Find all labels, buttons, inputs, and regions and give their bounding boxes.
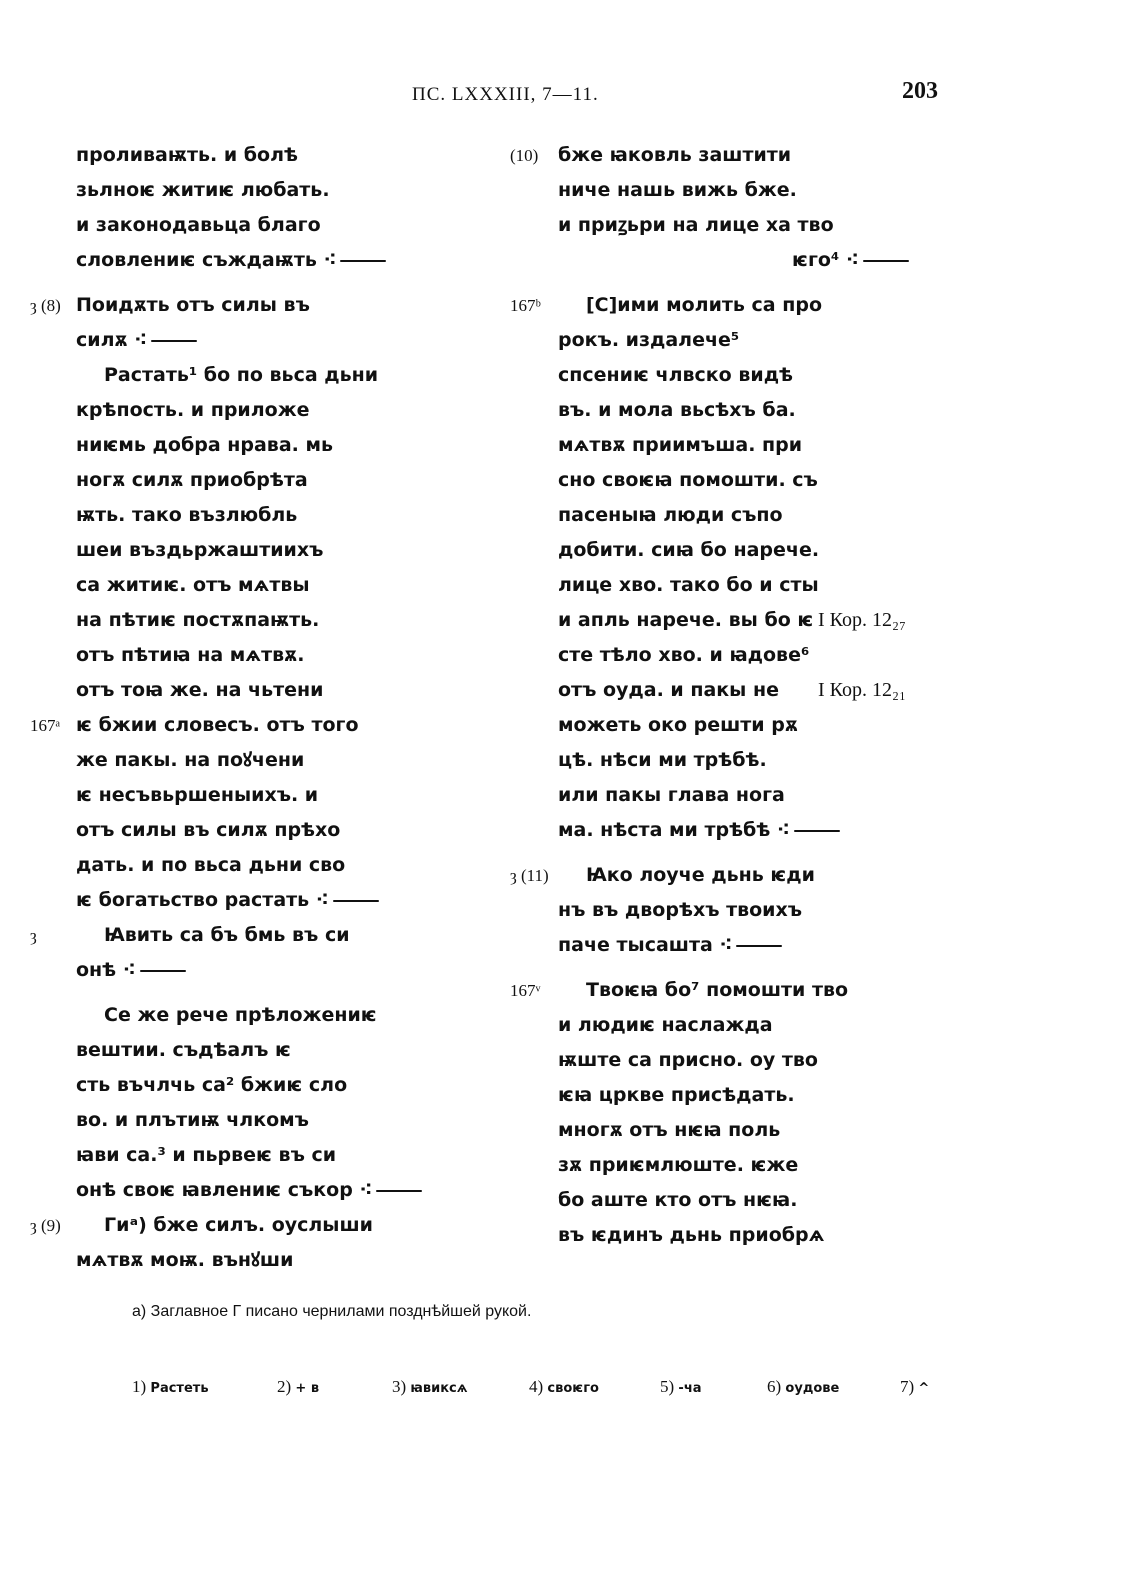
line-text: ѭште са присно. оу тво	[558, 1049, 818, 1071]
footnote-variant: ^	[918, 1381, 930, 1396]
text-line	[500, 708, 960, 743]
page-number: 203	[902, 78, 938, 104]
verse-end-dash	[376, 1190, 422, 1192]
line-text: сте тѣло хво. и ꙗдове⁶	[558, 644, 810, 666]
text-line	[500, 1113, 960, 1148]
text-line	[500, 1148, 960, 1183]
margin-marker: ȝ (8)	[30, 296, 61, 315]
text-line	[0, 428, 470, 463]
line-text: вештии. съдѣалъ ѥ	[76, 1039, 292, 1061]
text-line	[0, 138, 470, 173]
text-line	[0, 1208, 470, 1243]
text-line	[500, 928, 960, 963]
line-text: на пѣтиѥ постѫпаѭть.	[76, 609, 320, 631]
footnote-number: 3)	[392, 1377, 411, 1396]
line-text: ниче нашь вижь бже.	[558, 179, 797, 201]
footnote-item	[660, 1377, 702, 1397]
line-text: пасеныꙗ люди съпо	[558, 504, 783, 526]
text-line	[500, 638, 960, 673]
text-line	[0, 463, 470, 498]
footnote-variant: ꙗвиксѧ	[410, 1381, 468, 1396]
line-text: и апль нарече. вы бо ѥ	[558, 609, 814, 631]
line-text: ѭть. тако възлюбль	[76, 504, 298, 526]
text-line	[500, 138, 960, 173]
text-line	[0, 603, 470, 638]
line-text: добити. сиꙗ бо нарече.	[558, 539, 820, 561]
text-line	[0, 323, 470, 358]
footnote-item	[900, 1377, 929, 1397]
line-text: паче тысашта ⁖	[558, 928, 782, 963]
footnote-item	[767, 1377, 839, 1397]
margin-marker: (10)	[510, 146, 539, 165]
text-line	[500, 498, 960, 533]
line-text: Ꙗко лоуче дьнь ѥди	[586, 864, 815, 886]
footnote-number: 2)	[277, 1377, 296, 1396]
verse-end-dash	[863, 260, 909, 262]
line-text: нъ въ дворѣхъ твоихъ	[558, 899, 803, 921]
line-text: мѧтвѫ приимъша. при	[558, 434, 803, 456]
line-text: можеть око решти рѫ	[558, 714, 798, 736]
text-line	[500, 1043, 960, 1078]
text-line	[500, 533, 960, 568]
text-line	[0, 848, 470, 883]
line-text: Твоѥꙗ бо⁷ помошти тво	[586, 979, 849, 1001]
footnote-item	[277, 1377, 319, 1397]
stanza-gap	[500, 278, 960, 288]
text-line	[0, 1068, 470, 1103]
text-line	[0, 568, 470, 603]
verse-end-dash	[340, 260, 386, 262]
line-text: лице хво. тако бо и сты	[558, 574, 819, 596]
text-line	[500, 1218, 960, 1253]
line-text: спсениѥ члвско видѣ	[558, 364, 794, 386]
text-line	[0, 498, 470, 533]
margin-marker: ȝ	[30, 926, 37, 945]
text-line	[500, 173, 960, 208]
line-text: и людиѥ наслажда	[558, 1014, 773, 1036]
footnote-number: 7)	[900, 1377, 919, 1396]
footnote-number: 4)	[529, 1377, 548, 1396]
text-line	[500, 858, 960, 893]
line-text: сно своѥꙗ помошти. съ	[558, 469, 818, 491]
text-line	[0, 883, 470, 918]
line-text: бже ꙗковль заштити	[558, 144, 792, 166]
line-text: и приꙁьри на лице ха тво	[558, 214, 834, 236]
footnote-variant: своѥго	[547, 1381, 599, 1396]
line-text: бо аште кто отъ нѥꙗ.	[558, 1189, 798, 1211]
line-text: онѣ ⁖	[76, 953, 186, 988]
text-line	[500, 673, 960, 708]
text-line	[0, 918, 470, 953]
line-text: шеи въздьржаштиихъ	[76, 539, 324, 561]
line-text: ѥго⁴ ⁖	[792, 243, 909, 278]
text-line	[500, 358, 960, 393]
text-line	[500, 743, 960, 778]
line-text: ѥꙗ цркве присѣдать.	[558, 1084, 795, 1106]
text-line	[0, 1138, 470, 1173]
text-line	[0, 533, 470, 568]
text-line	[500, 208, 960, 243]
footnote-number: 6)	[767, 1377, 786, 1396]
text-line	[500, 568, 960, 603]
text-line	[0, 243, 470, 278]
verse-end-dash	[140, 970, 186, 972]
stanza-gap	[0, 278, 470, 288]
line-text: отъ пѣтиꙗ на мѧтвѫ.	[76, 644, 305, 666]
line-text: ꙗви са.³ и пьрвеѥ въ си	[76, 1144, 337, 1166]
text-line	[500, 1183, 960, 1218]
footnote-number: 5)	[660, 1377, 679, 1396]
line-text: Растать¹ бо по вьса дьни	[104, 364, 379, 386]
text-line	[500, 1008, 960, 1043]
line-text: проливаѭть. и болѣ	[76, 144, 298, 166]
text-line	[500, 323, 960, 358]
text-line	[500, 778, 960, 813]
text-line	[0, 1103, 470, 1138]
footnotes	[132, 1377, 952, 1401]
text-line	[500, 1078, 960, 1113]
line-text: многѫ отъ нѥꙗ поль	[558, 1119, 781, 1141]
line-text: словлениѥ съждаѭть ⁖	[76, 243, 386, 278]
text-line	[0, 743, 470, 778]
text-line	[0, 1243, 470, 1278]
margin-marker: 167ᵛ	[510, 981, 541, 1000]
text-line	[0, 813, 470, 848]
line-text: отъ силы въ силѫ прѣхо	[76, 819, 341, 841]
verse-end-dash	[736, 945, 782, 947]
line-text: мѧтвѫ моѭ. вънꙋши	[76, 1249, 294, 1271]
line-text: рокъ. издалече⁵	[558, 329, 740, 351]
text-line	[500, 393, 960, 428]
line-text: сть въчлчь са² бжиѥ сло	[76, 1074, 348, 1096]
line-text: въ ѥдинъ дьнь приобрѧ	[558, 1224, 825, 1246]
margin-marker: 167ᵃ	[30, 716, 61, 735]
line-text: крѣпость. и приложе	[76, 399, 310, 421]
line-text: ниѥмь добра нрава. мь	[76, 434, 334, 456]
text-line	[0, 708, 470, 743]
margin-marker: ȝ (11)	[510, 866, 549, 885]
scripture-reference: I Кор. 12₂₁	[818, 679, 906, 701]
text-line	[0, 1173, 470, 1208]
line-text: Поидѫть отъ силы въ	[76, 294, 310, 316]
editor-note: а) Заглавное Г писано чернилами позднѣйшей рукой.	[132, 1303, 532, 1320]
line-text: въ. и мола вьсѣхъ ба.	[558, 399, 796, 421]
line-text: отъ оуда. и пакы не	[558, 679, 779, 701]
line-text: и законодавьца благо	[76, 214, 321, 236]
running-header: ПС. LXXXIII, 7—11.	[412, 84, 599, 105]
verse-end-dash	[333, 900, 379, 902]
stanza-gap	[500, 963, 960, 973]
line-text: ѥ бжии словесъ. отъ того	[76, 714, 359, 736]
line-text: ма. нѣста ми трѣбѣ ⁖	[558, 813, 840, 848]
text-line	[0, 393, 470, 428]
line-text: ногѫ силѫ приобрѣта	[76, 469, 308, 491]
line-text: же пакы. на поꙋчени	[76, 749, 305, 771]
verse-end-dash	[151, 340, 197, 342]
verse-end-dash	[794, 830, 840, 832]
line-text: отъ тоꙗ же. на чьтени	[76, 679, 324, 701]
line-text: дать. и по вьса дьни сво	[76, 854, 346, 876]
footnote-number: 1)	[132, 1377, 151, 1396]
right-column	[500, 138, 960, 1253]
text-line	[500, 463, 960, 498]
left-column	[0, 138, 470, 1278]
text-line	[0, 638, 470, 673]
line-text: силѫ ⁖	[76, 323, 197, 358]
text-line	[0, 288, 470, 323]
footnote-variant: Растеть	[150, 1381, 209, 1396]
line-text: онѣ своѥ ꙗвлениѥ съкор ⁖	[76, 1173, 422, 1208]
line-text: Гиᵃ) бже силъ. оуслыши	[104, 1214, 373, 1236]
text-line	[500, 603, 960, 638]
text-line	[0, 778, 470, 813]
line-text: или пакы глава нога	[558, 784, 785, 806]
line-text: ѥ несъвьршеныихъ. и	[76, 784, 319, 806]
stanza-gap	[0, 988, 470, 998]
line-text: зьлноѥ житиѥ любать.	[76, 179, 330, 201]
line-text: ѥ богатьство растать ⁖	[76, 883, 379, 918]
footnote-variant: -ча	[678, 1381, 702, 1396]
text-line	[500, 973, 960, 1008]
text-line	[0, 208, 470, 243]
text-line	[500, 813, 960, 848]
footnote-variant: оудове	[785, 1381, 840, 1396]
footnote-item	[392, 1377, 468, 1397]
stanza-gap	[500, 848, 960, 858]
line-text: Ꙗвить са бъ бмь въ си	[104, 924, 350, 946]
footnote-item	[529, 1377, 599, 1397]
footnote-variant: + в	[295, 1381, 320, 1396]
text-line	[500, 893, 960, 928]
footnote-item	[132, 1377, 209, 1397]
line-text: Се же рече прѣложениѥ	[104, 1004, 377, 1026]
line-text: [С]ими молить са про	[586, 294, 823, 316]
text-line	[500, 288, 960, 323]
text-line	[0, 173, 470, 208]
margin-marker: 167ᵇ	[510, 296, 541, 315]
line-text: са житиѥ. отъ мѧтвы	[76, 574, 310, 596]
line-text: зѫ приѥмлюште. ѥже	[558, 1154, 799, 1176]
text-line	[500, 428, 960, 463]
text-line	[0, 673, 470, 708]
text-line	[0, 1033, 470, 1068]
text-line	[500, 243, 960, 278]
text-line	[0, 953, 470, 988]
text-line	[0, 998, 470, 1033]
margin-marker: ȝ (9)	[30, 1216, 61, 1235]
line-text: во. и плътиѭ члкомъ	[76, 1109, 309, 1131]
text-line	[0, 358, 470, 393]
line-text: цѣ. нѣси ми трѣбѣ.	[558, 749, 767, 771]
scripture-reference: I Кор. 12₂₇	[818, 609, 906, 631]
